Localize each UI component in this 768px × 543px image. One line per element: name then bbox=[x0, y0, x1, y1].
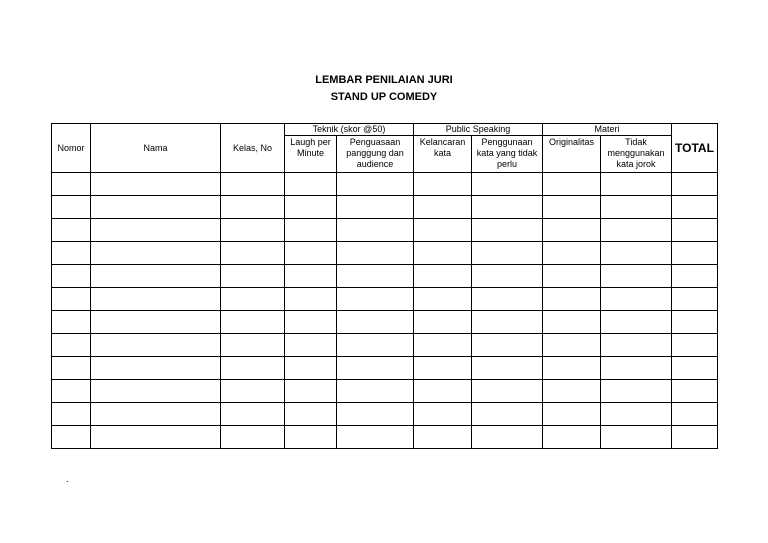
cell-penggunaan[interactable] bbox=[472, 357, 543, 380]
cell-kelas[interactable] bbox=[221, 219, 285, 242]
cell-tidak-jorok[interactable] bbox=[601, 219, 672, 242]
cell-nomor[interactable] bbox=[52, 426, 91, 449]
cell-penguasaan[interactable] bbox=[337, 219, 414, 242]
cell-penguasaan[interactable] bbox=[337, 311, 414, 334]
cell-penggunaan[interactable] bbox=[472, 288, 543, 311]
cell-kelancaran[interactable] bbox=[414, 403, 472, 426]
table-row bbox=[52, 380, 718, 403]
cell-originalitas[interactable] bbox=[543, 380, 601, 403]
cell-penggunaan[interactable] bbox=[472, 265, 543, 288]
cell-total[interactable] bbox=[672, 265, 718, 288]
cell-nama[interactable] bbox=[91, 334, 221, 357]
table-row bbox=[52, 334, 718, 357]
score-rows bbox=[52, 173, 718, 449]
cell-nomor[interactable] bbox=[52, 219, 91, 242]
cell-nomor[interactable] bbox=[52, 265, 91, 288]
cell-nama[interactable] bbox=[91, 265, 221, 288]
header-nomor: Nomor bbox=[52, 124, 91, 173]
cell-penggunaan[interactable] bbox=[472, 311, 543, 334]
cell-penguasaan[interactable] bbox=[337, 403, 414, 426]
cell-kelancaran[interactable] bbox=[414, 288, 472, 311]
header-originalitas: Originalitas bbox=[543, 136, 601, 173]
table-row bbox=[52, 426, 718, 449]
cell-total[interactable] bbox=[672, 288, 718, 311]
cell-penguasaan[interactable] bbox=[337, 357, 414, 380]
cell-total[interactable] bbox=[672, 426, 718, 449]
cell-nomor[interactable] bbox=[52, 380, 91, 403]
cell-tidak-jorok[interactable] bbox=[601, 426, 672, 449]
cell-nomor[interactable] bbox=[52, 311, 91, 334]
cell-kelancaran[interactable] bbox=[414, 311, 472, 334]
header-total: TOTAL bbox=[672, 124, 718, 173]
cell-nama[interactable] bbox=[91, 173, 221, 196]
cell-tidak-jorok[interactable] bbox=[601, 242, 672, 265]
table-row bbox=[52, 311, 718, 334]
cell-nomor[interactable] bbox=[52, 334, 91, 357]
cell-nama[interactable] bbox=[91, 426, 221, 449]
cell-originalitas[interactable] bbox=[543, 426, 601, 449]
table-row bbox=[52, 196, 718, 219]
table-row bbox=[52, 288, 718, 311]
cell-originalitas[interactable] bbox=[543, 403, 601, 426]
header-penggunaan: Penggunaan kata yang tidak perlu bbox=[472, 136, 543, 173]
cell-laugh[interactable] bbox=[285, 380, 337, 403]
cell-nomor[interactable] bbox=[52, 357, 91, 380]
cell-penggunaan[interactable] bbox=[472, 334, 543, 357]
cell-penguasaan[interactable] bbox=[337, 265, 414, 288]
cell-laugh[interactable] bbox=[285, 426, 337, 449]
cell-laugh[interactable] bbox=[285, 334, 337, 357]
cell-nama[interactable] bbox=[91, 242, 221, 265]
cell-nama[interactable] bbox=[91, 219, 221, 242]
cell-kelancaran[interactable] bbox=[414, 380, 472, 403]
cell-kelas[interactable] bbox=[221, 196, 285, 219]
cell-originalitas[interactable] bbox=[543, 334, 601, 357]
header-penguasaan: Penguasaan panggung dan audience bbox=[337, 136, 414, 173]
cell-kelas[interactable] bbox=[221, 173, 285, 196]
cell-tidak-jorok[interactable] bbox=[601, 403, 672, 426]
cell-tidak-jorok[interactable] bbox=[601, 311, 672, 334]
cell-kelas[interactable] bbox=[221, 242, 285, 265]
header-kelas: Kelas, No bbox=[221, 124, 285, 173]
cell-nama[interactable] bbox=[91, 357, 221, 380]
header-nama: Nama bbox=[91, 124, 221, 173]
cell-tidak-jorok[interactable] bbox=[601, 265, 672, 288]
cell-total[interactable] bbox=[672, 173, 718, 196]
cell-nama[interactable] bbox=[91, 380, 221, 403]
cell-total[interactable] bbox=[672, 334, 718, 357]
cell-penguasaan[interactable] bbox=[337, 334, 414, 357]
cell-penguasaan[interactable] bbox=[337, 196, 414, 219]
header-tidak-jorok: Tidak menggunakan kata jorok bbox=[601, 136, 672, 173]
cell-laugh[interactable] bbox=[285, 219, 337, 242]
cell-laugh[interactable] bbox=[285, 357, 337, 380]
cell-originalitas[interactable] bbox=[543, 219, 601, 242]
cell-laugh[interactable] bbox=[285, 196, 337, 219]
cell-penguasaan[interactable] bbox=[337, 426, 414, 449]
cell-penggunaan[interactable] bbox=[472, 403, 543, 426]
cell-kelas[interactable] bbox=[221, 403, 285, 426]
cell-originalitas[interactable] bbox=[543, 265, 601, 288]
cell-laugh[interactable] bbox=[285, 403, 337, 426]
cell-originalitas[interactable] bbox=[543, 288, 601, 311]
cell-tidak-jorok[interactable] bbox=[601, 288, 672, 311]
cell-kelas[interactable] bbox=[221, 380, 285, 403]
cell-originalitas[interactable] bbox=[543, 173, 601, 196]
table-row bbox=[52, 265, 718, 288]
cell-kelancaran[interactable] bbox=[414, 196, 472, 219]
cell-kelancaran[interactable] bbox=[414, 173, 472, 196]
header-kelancaran: Kelancaran kata bbox=[414, 136, 472, 173]
cell-total[interactable] bbox=[672, 242, 718, 265]
cell-total[interactable] bbox=[672, 196, 718, 219]
header-laugh-per-minute: Laugh per Minute bbox=[285, 136, 337, 173]
cell-nama[interactable] bbox=[91, 196, 221, 219]
cell-penggunaan[interactable] bbox=[472, 242, 543, 265]
cell-laugh[interactable] bbox=[285, 173, 337, 196]
cell-kelas[interactable] bbox=[221, 311, 285, 334]
cell-penggunaan[interactable] bbox=[472, 380, 543, 403]
cell-tidak-jorok[interactable] bbox=[601, 357, 672, 380]
cell-penggunaan[interactable] bbox=[472, 173, 543, 196]
cell-laugh[interactable] bbox=[285, 242, 337, 265]
footer-mark: . bbox=[66, 474, 69, 484]
sheet-title: LEMBAR PENILAIAN JURI bbox=[315, 74, 453, 86]
cell-nomor[interactable] bbox=[52, 403, 91, 426]
cell-nomor[interactable] bbox=[52, 196, 91, 219]
cell-originalitas[interactable] bbox=[543, 242, 601, 265]
cell-tidak-jorok[interactable] bbox=[601, 196, 672, 219]
cell-originalitas[interactable] bbox=[543, 196, 601, 219]
cell-kelancaran[interactable] bbox=[414, 242, 472, 265]
cell-kelancaran[interactable] bbox=[414, 334, 472, 357]
cell-nomor[interactable] bbox=[52, 288, 91, 311]
cell-kelas[interactable] bbox=[221, 334, 285, 357]
cell-nama[interactable] bbox=[91, 311, 221, 334]
table-row bbox=[52, 242, 718, 265]
cell-penggunaan[interactable] bbox=[472, 196, 543, 219]
cell-laugh[interactable] bbox=[285, 288, 337, 311]
cell-laugh[interactable] bbox=[285, 311, 337, 334]
cell-nomor[interactable] bbox=[52, 173, 91, 196]
cell-tidak-jorok[interactable] bbox=[601, 380, 672, 403]
cell-penggunaan[interactable] bbox=[472, 426, 543, 449]
cell-total[interactable] bbox=[672, 380, 718, 403]
cell-kelas[interactable] bbox=[221, 265, 285, 288]
header-group-teknik: Teknik (skor @50) bbox=[285, 124, 414, 136]
table-row bbox=[52, 173, 718, 196]
cell-kelancaran[interactable] bbox=[414, 265, 472, 288]
cell-originalitas[interactable] bbox=[543, 357, 601, 380]
cell-total[interactable] bbox=[672, 219, 718, 242]
cell-kelancaran[interactable] bbox=[414, 357, 472, 380]
sheet-subtitle: STAND UP COMEDY bbox=[330, 91, 438, 103]
cell-penguasaan[interactable] bbox=[337, 380, 414, 403]
cell-total[interactable] bbox=[672, 357, 718, 380]
cell-kelancaran[interactable] bbox=[414, 219, 472, 242]
cell-nomor[interactable] bbox=[52, 242, 91, 265]
cell-total[interactable] bbox=[672, 311, 718, 334]
cell-penguasaan[interactable] bbox=[337, 173, 414, 196]
scoring-table bbox=[51, 123, 718, 449]
cell-kelancaran[interactable] bbox=[414, 426, 472, 449]
table-row bbox=[52, 403, 718, 426]
cell-penguasaan[interactable] bbox=[337, 288, 414, 311]
cell-nama[interactable] bbox=[91, 403, 221, 426]
header-group-materi: Materi bbox=[543, 124, 672, 136]
header-group-public-speaking: Public Speaking bbox=[414, 124, 543, 136]
cell-laugh[interactable] bbox=[285, 265, 337, 288]
cell-nama[interactable] bbox=[91, 288, 221, 311]
cell-originalitas[interactable] bbox=[543, 311, 601, 334]
cell-kelas[interactable] bbox=[221, 357, 285, 380]
cell-total[interactable] bbox=[672, 403, 718, 426]
cell-kelas[interactable] bbox=[221, 426, 285, 449]
table-row bbox=[52, 219, 718, 242]
cell-kelas[interactable] bbox=[221, 288, 285, 311]
table-row bbox=[52, 357, 718, 380]
cell-penggunaan[interactable] bbox=[472, 219, 543, 242]
cell-penguasaan[interactable] bbox=[337, 242, 414, 265]
cell-tidak-jorok[interactable] bbox=[601, 334, 672, 357]
cell-tidak-jorok[interactable] bbox=[601, 173, 672, 196]
